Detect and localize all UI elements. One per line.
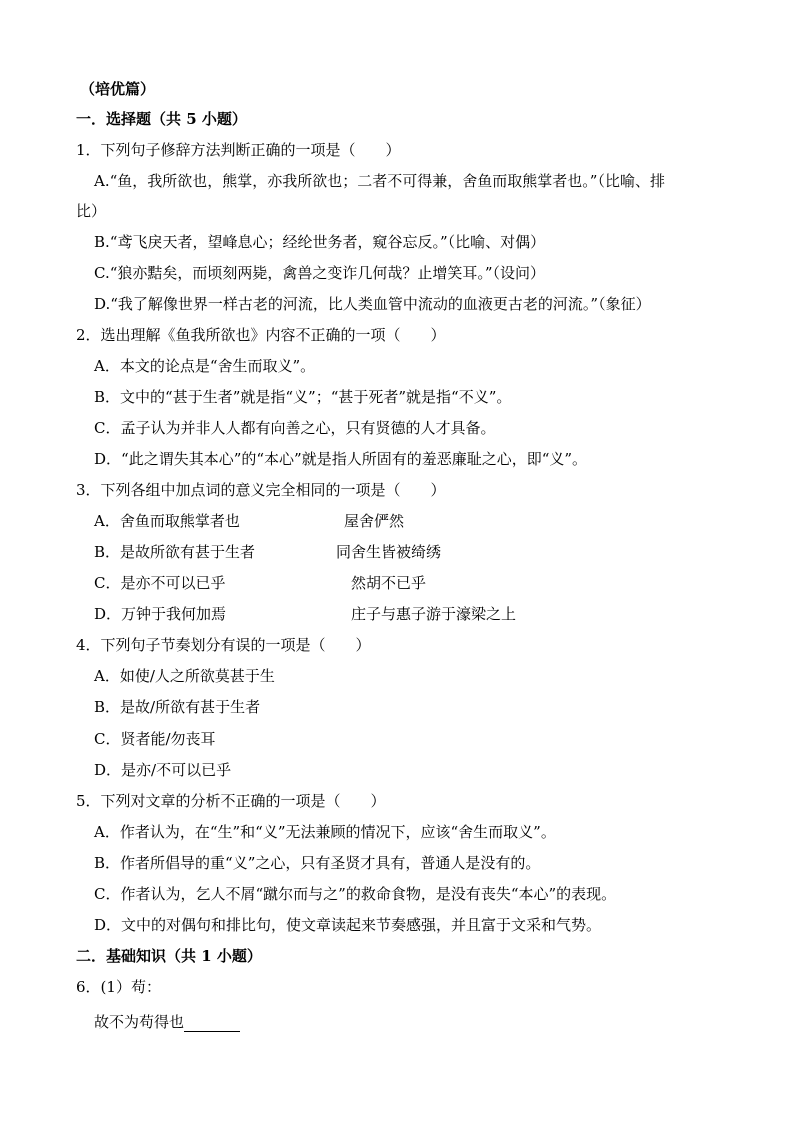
question-1-stem: 1．下列句子修辞方法判断正确的一项是（ ） (76, 141, 401, 159)
question-3-option-a-left: A．舍鱼而取熊掌者也 (94, 512, 240, 530)
question-3-option-d-right: 庄子与惠子游于濠梁之上 (351, 605, 517, 623)
question-5-stem: 5．下列对文章的分析不正确的一项是（ ） (76, 792, 386, 810)
question-2-option-b: B．文中的“甚于生者”就是指“义”；“甚于死者”就是指“不义”。 (94, 388, 512, 406)
question-2-option-d: D．“此之谓失其本心”的“本心”就是指人所固有的羞恶廉耻之心，即“义”。 (94, 450, 588, 468)
question-3-option-c-left: C．是亦不可以已乎 (94, 574, 226, 592)
subtitle: （培优篇） (80, 80, 156, 98)
question-3-stem: 3．下列各组中加点词的意义完全相同的一项是（ ） (76, 481, 446, 499)
question-5-option-b: B．作者所倡导的重“义”之心，只有圣贤才具有，普通人是没有的。 (94, 854, 541, 872)
question-3-option-d-left: D．万钟于我何加焉 (94, 605, 227, 623)
question-1-option-d: D.“我了解像世界一样古老的河流，比人类血管中流动的血液更古老的河流。”（象征） (94, 295, 651, 313)
question-3-option-c-right: 然胡不已乎 (351, 574, 427, 592)
question-4-stem: 4．下列句子节奏划分有误的一项是（ ） (76, 636, 371, 654)
question-6-item-text: 故不为苟得也 (94, 1013, 185, 1031)
question-2-option-a: A．本文的论点是“舍生而取义”。 (94, 357, 316, 375)
question-4-option-d: D．是亦/不可以已乎 (94, 761, 232, 779)
question-3-option-b-left: B．是故所欲有甚于生者 (94, 543, 256, 561)
question-6-item (94, 1012, 240, 1032)
section-heading-basics: 二．基础知识（共 1 小题） (76, 947, 262, 965)
question-3-option-b-right: 同舍生皆被绮绣 (336, 543, 442, 561)
question-1-option-a-cont: 比） (76, 202, 107, 220)
question-5-option-d: D．文中的对偶句和排比句，使文章读起来节奏感强，并且富于文采和气势。 (94, 916, 602, 934)
question-2-option-c: C．孟子认为并非人人都有向善之心，只有贤德的人才具备。 (94, 419, 496, 437)
question-1-option-a: A.“鱼，我所欲也，熊掌，亦我所欲也；二者不可得兼，舍鱼而取熊掌者也。”（比喻、排 (94, 172, 665, 190)
answer-blank[interactable] (184, 1016, 240, 1032)
question-2-stem: 2．选出理解《鱼我所欲也》内容不正确的一项（ ） (76, 326, 446, 344)
question-1-option-b: B.“鸢飞戾天者，望峰息心；经纶世务者，窥谷忘反。”（比喻、对偶） (94, 233, 546, 251)
question-4-option-c: C．贤者能/勿丧耳 (94, 730, 216, 748)
section-heading-choice: 一．选择题（共 5 小题） (76, 110, 247, 128)
question-6-stem: 6．(1）苟： (76, 978, 161, 996)
question-1-option-c: C.“狼亦黠矣，而顷刻两毙，禽兽之变诈几何哉？止增笑耳。”（设问） (94, 264, 546, 282)
question-5-option-c: C．作者认为，乞人不屑“蹴尔而与之”的救命食物，是没有丧失“本心”的表现。 (94, 885, 617, 903)
question-4-option-a: A．如使/人之所欲莫甚于生 (94, 667, 275, 685)
question-5-option-a: A．作者认为，在“生”和“义”无法兼顾的情况下，应该“舍生而取义”。 (94, 823, 556, 841)
question-4-option-b: B．是故/所欲有甚于生者 (94, 698, 261, 716)
question-3-option-a-right: 屋舍俨然 (344, 512, 405, 530)
